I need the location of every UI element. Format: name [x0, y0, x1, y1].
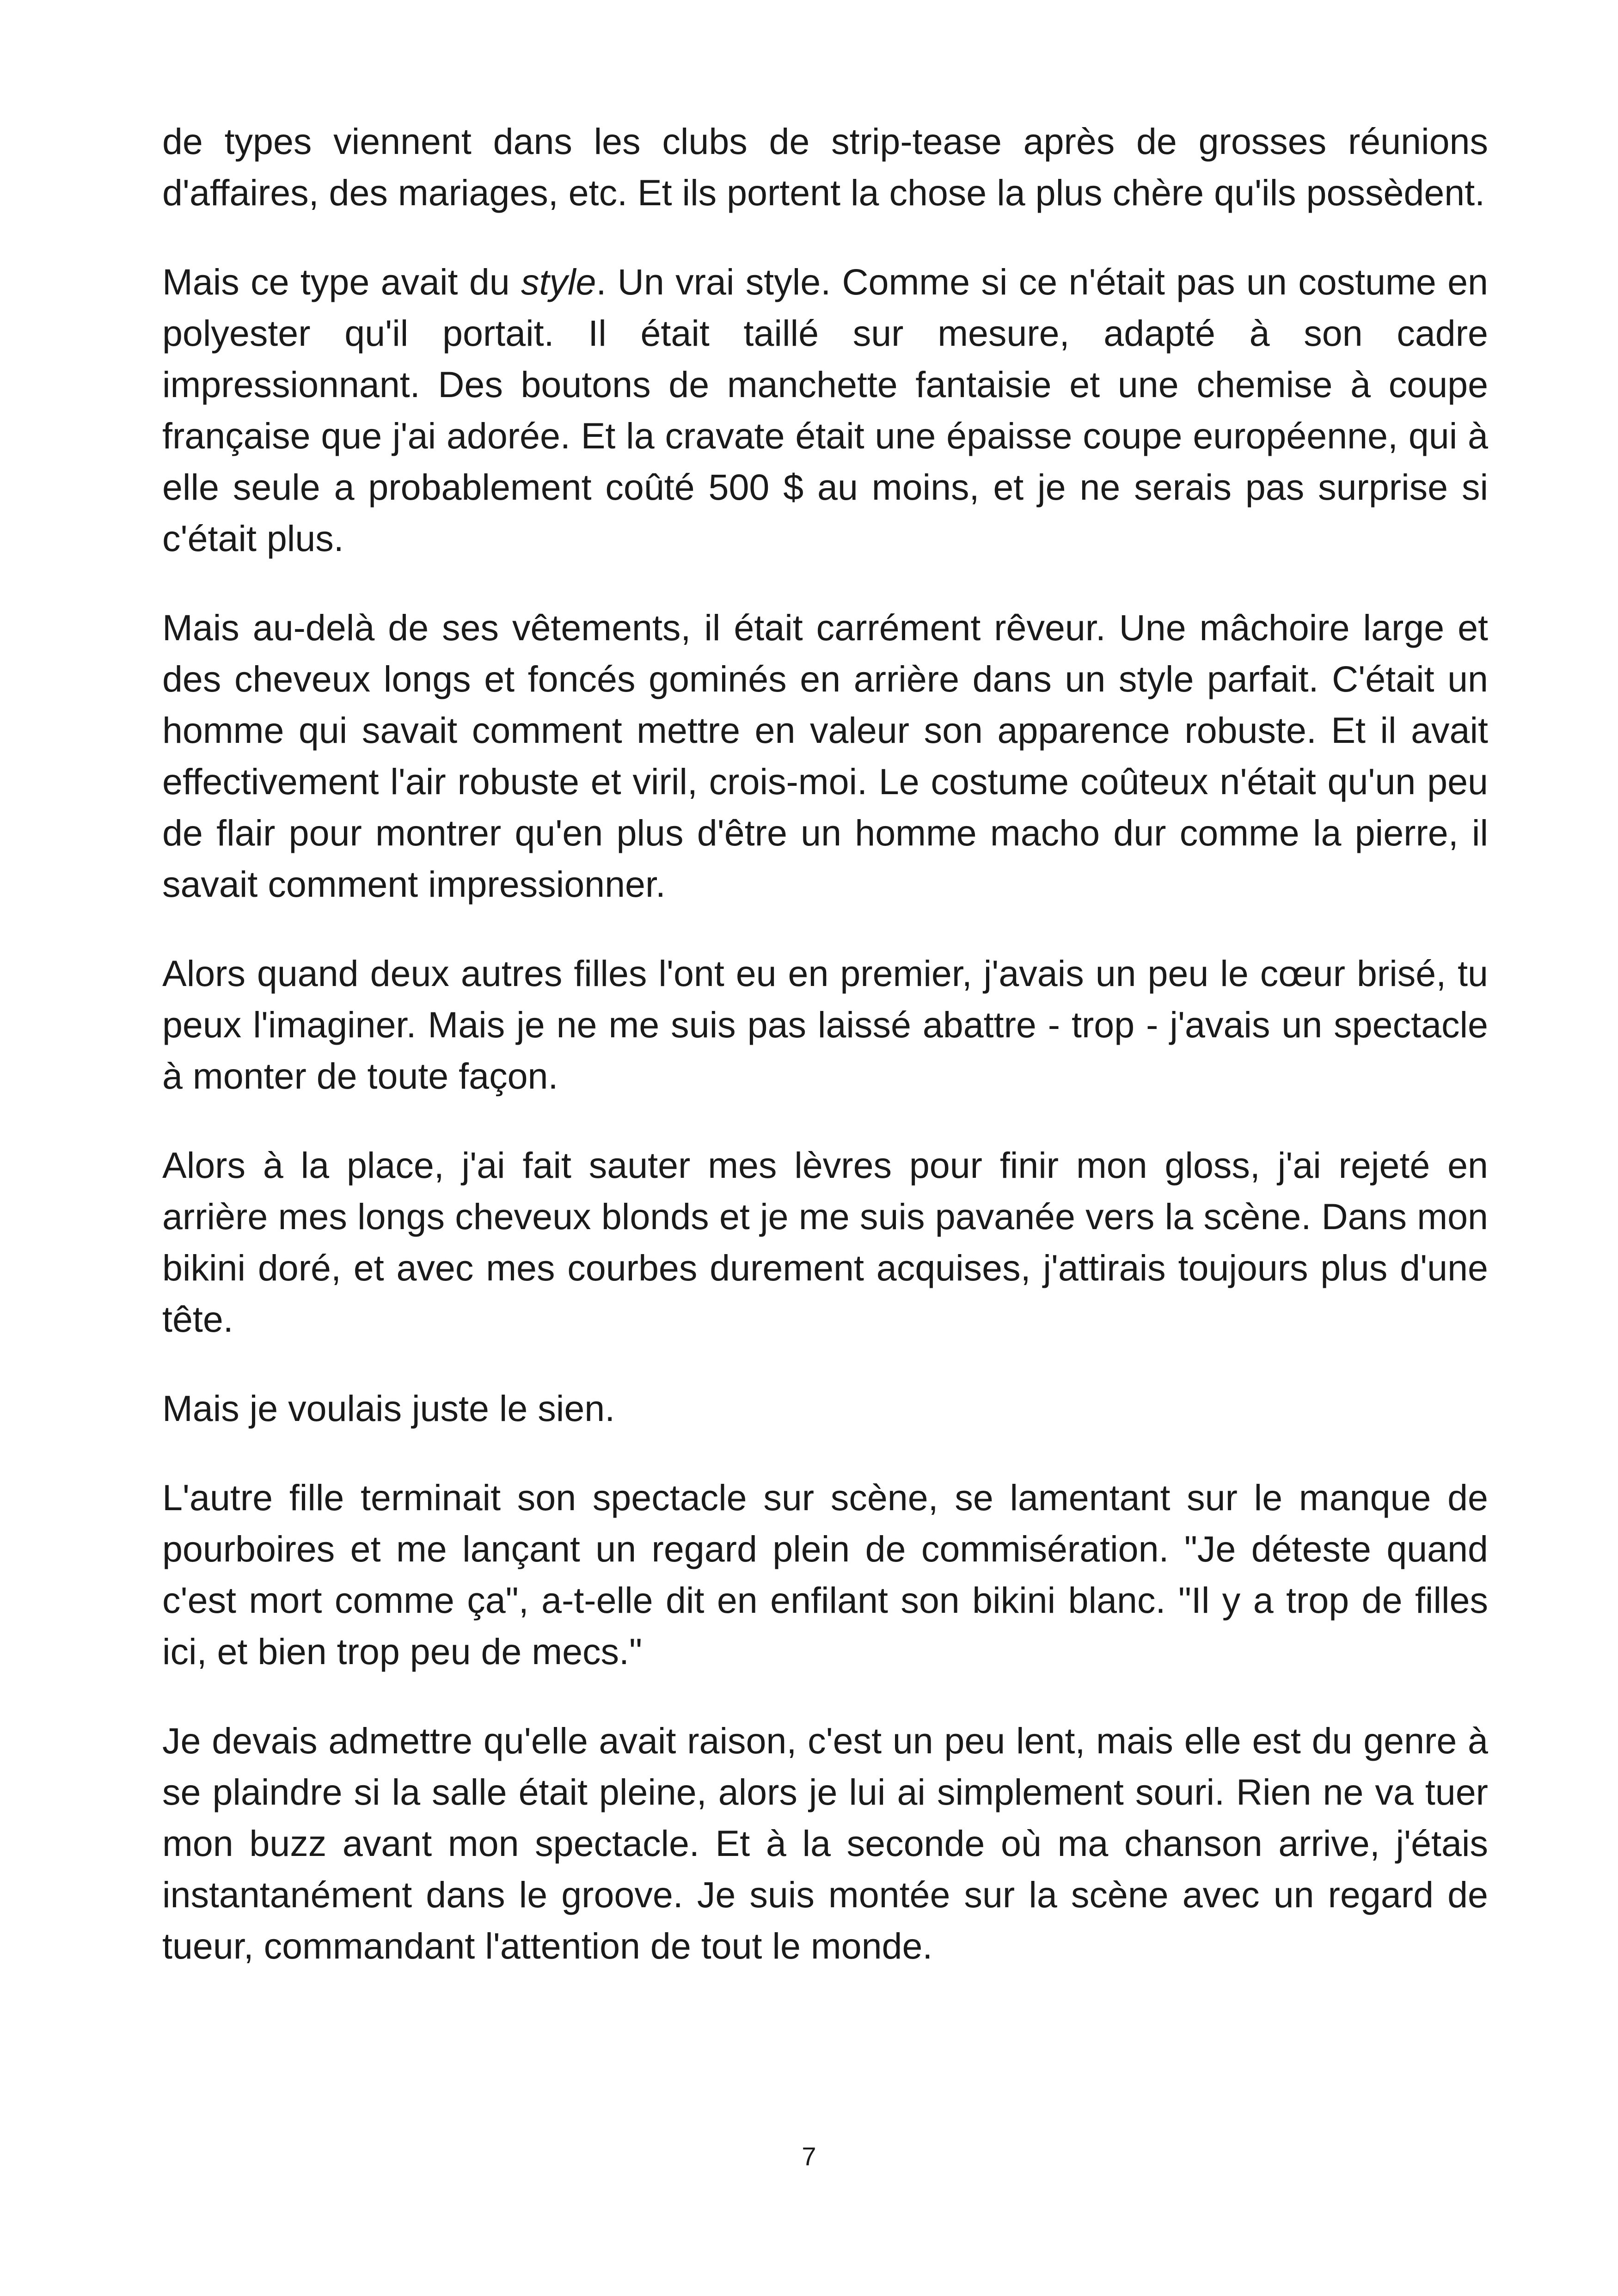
paragraph-text: . Un vrai style. Comme si ce n'était pas un costume en polyester qu'il portait. Il était taillé sur mesure, adapté à son cadre impressionnant. Des boutons de manchette fantaisie et une chemise à coupe française que j'ai adorée. Et la cravate était une épaisse coupe européenne, qui à elle seule a probablement coûté 500 $ au moins, et je ne serais pas surprise si c'était plus. [162, 261, 1488, 559]
italic-text: style [521, 261, 596, 302]
page-number: 7 [802, 2142, 816, 2171]
document-body [162, 116, 1488, 1971]
paragraph [162, 1715, 1488, 1971]
paragraph-text: Alors à la place, j'ai fait sauter mes lèvres pour finir mon gloss, j'ai rejeté en arrière mes longs cheveux blonds et je me suis pavanée vers la scène. Dans mon bikini doré, et avec mes courbes durement acquises, j'attirais toujours plus d'une tête. [162, 1145, 1488, 1340]
paragraph-text: Je devais admettre qu'elle avait raison, c'est un peu lent, mais elle est du genre à se plaindre si la salle était pleine, alors je lui ai simplement souri. Rien ne va tuer mon buzz avant mon spectacle. Et à la seconde où ma chanson arrive, j'étais instantanément dans le groove. Je suis montée sur la scène avec un regard de tueur, commandant l'attention de tout le monde. [162, 1720, 1488, 1966]
paragraph [162, 1472, 1488, 1677]
paragraph-text: Mais je voulais juste le sien. [162, 1388, 615, 1429]
paragraph-text: L'autre fille terminait son spectacle sur scène, se lamentant sur le manque de pourboires et me lançant un regard plein de commisération. "Je déteste quand c'est mort comme ça", a-t-elle dit en enfilant son bikini blanc. "Il y a trop de filles ici, et bien trop peu de mecs." [162, 1477, 1488, 1672]
paragraph [162, 1139, 1488, 1345]
paragraph-text: Mais ce type avait du [162, 261, 521, 302]
paragraph [162, 256, 1488, 564]
paragraph [162, 1383, 1488, 1434]
paragraph-text: de types viennent dans les clubs de strip-tease après de grosses réunions d'affaires, des mariages, etc. Et ils portent la chose la plus chère qu'ils possèdent. [162, 121, 1488, 213]
paragraph [162, 116, 1488, 218]
paragraph [162, 948, 1488, 1102]
paragraph-text: Mais au-delà de ses vêtements, il était carrément rêveur. Une mâchoire large et des cheveux longs et foncés gominés en arrière dans un style parfait. C'était un homme qui savait comment mettre en valeur son apparence robuste. Et il avait effectivement l'air robuste et viril, crois-moi. Le costume coûteux n'était qu'un peu de flair pour montrer qu'en plus d'être un homme macho dur comme la pierre, il savait comment impressionner. [162, 607, 1488, 905]
paragraph [162, 602, 1488, 910]
paragraph-text: Alors quand deux autres filles l'ont eu en premier, j'avais un peu le cœur brisé, tu peux l'imaginer. Mais je ne me suis pas laissé abattre - trop - j'avais un spectacle à monter de toute façon. [162, 953, 1488, 1096]
